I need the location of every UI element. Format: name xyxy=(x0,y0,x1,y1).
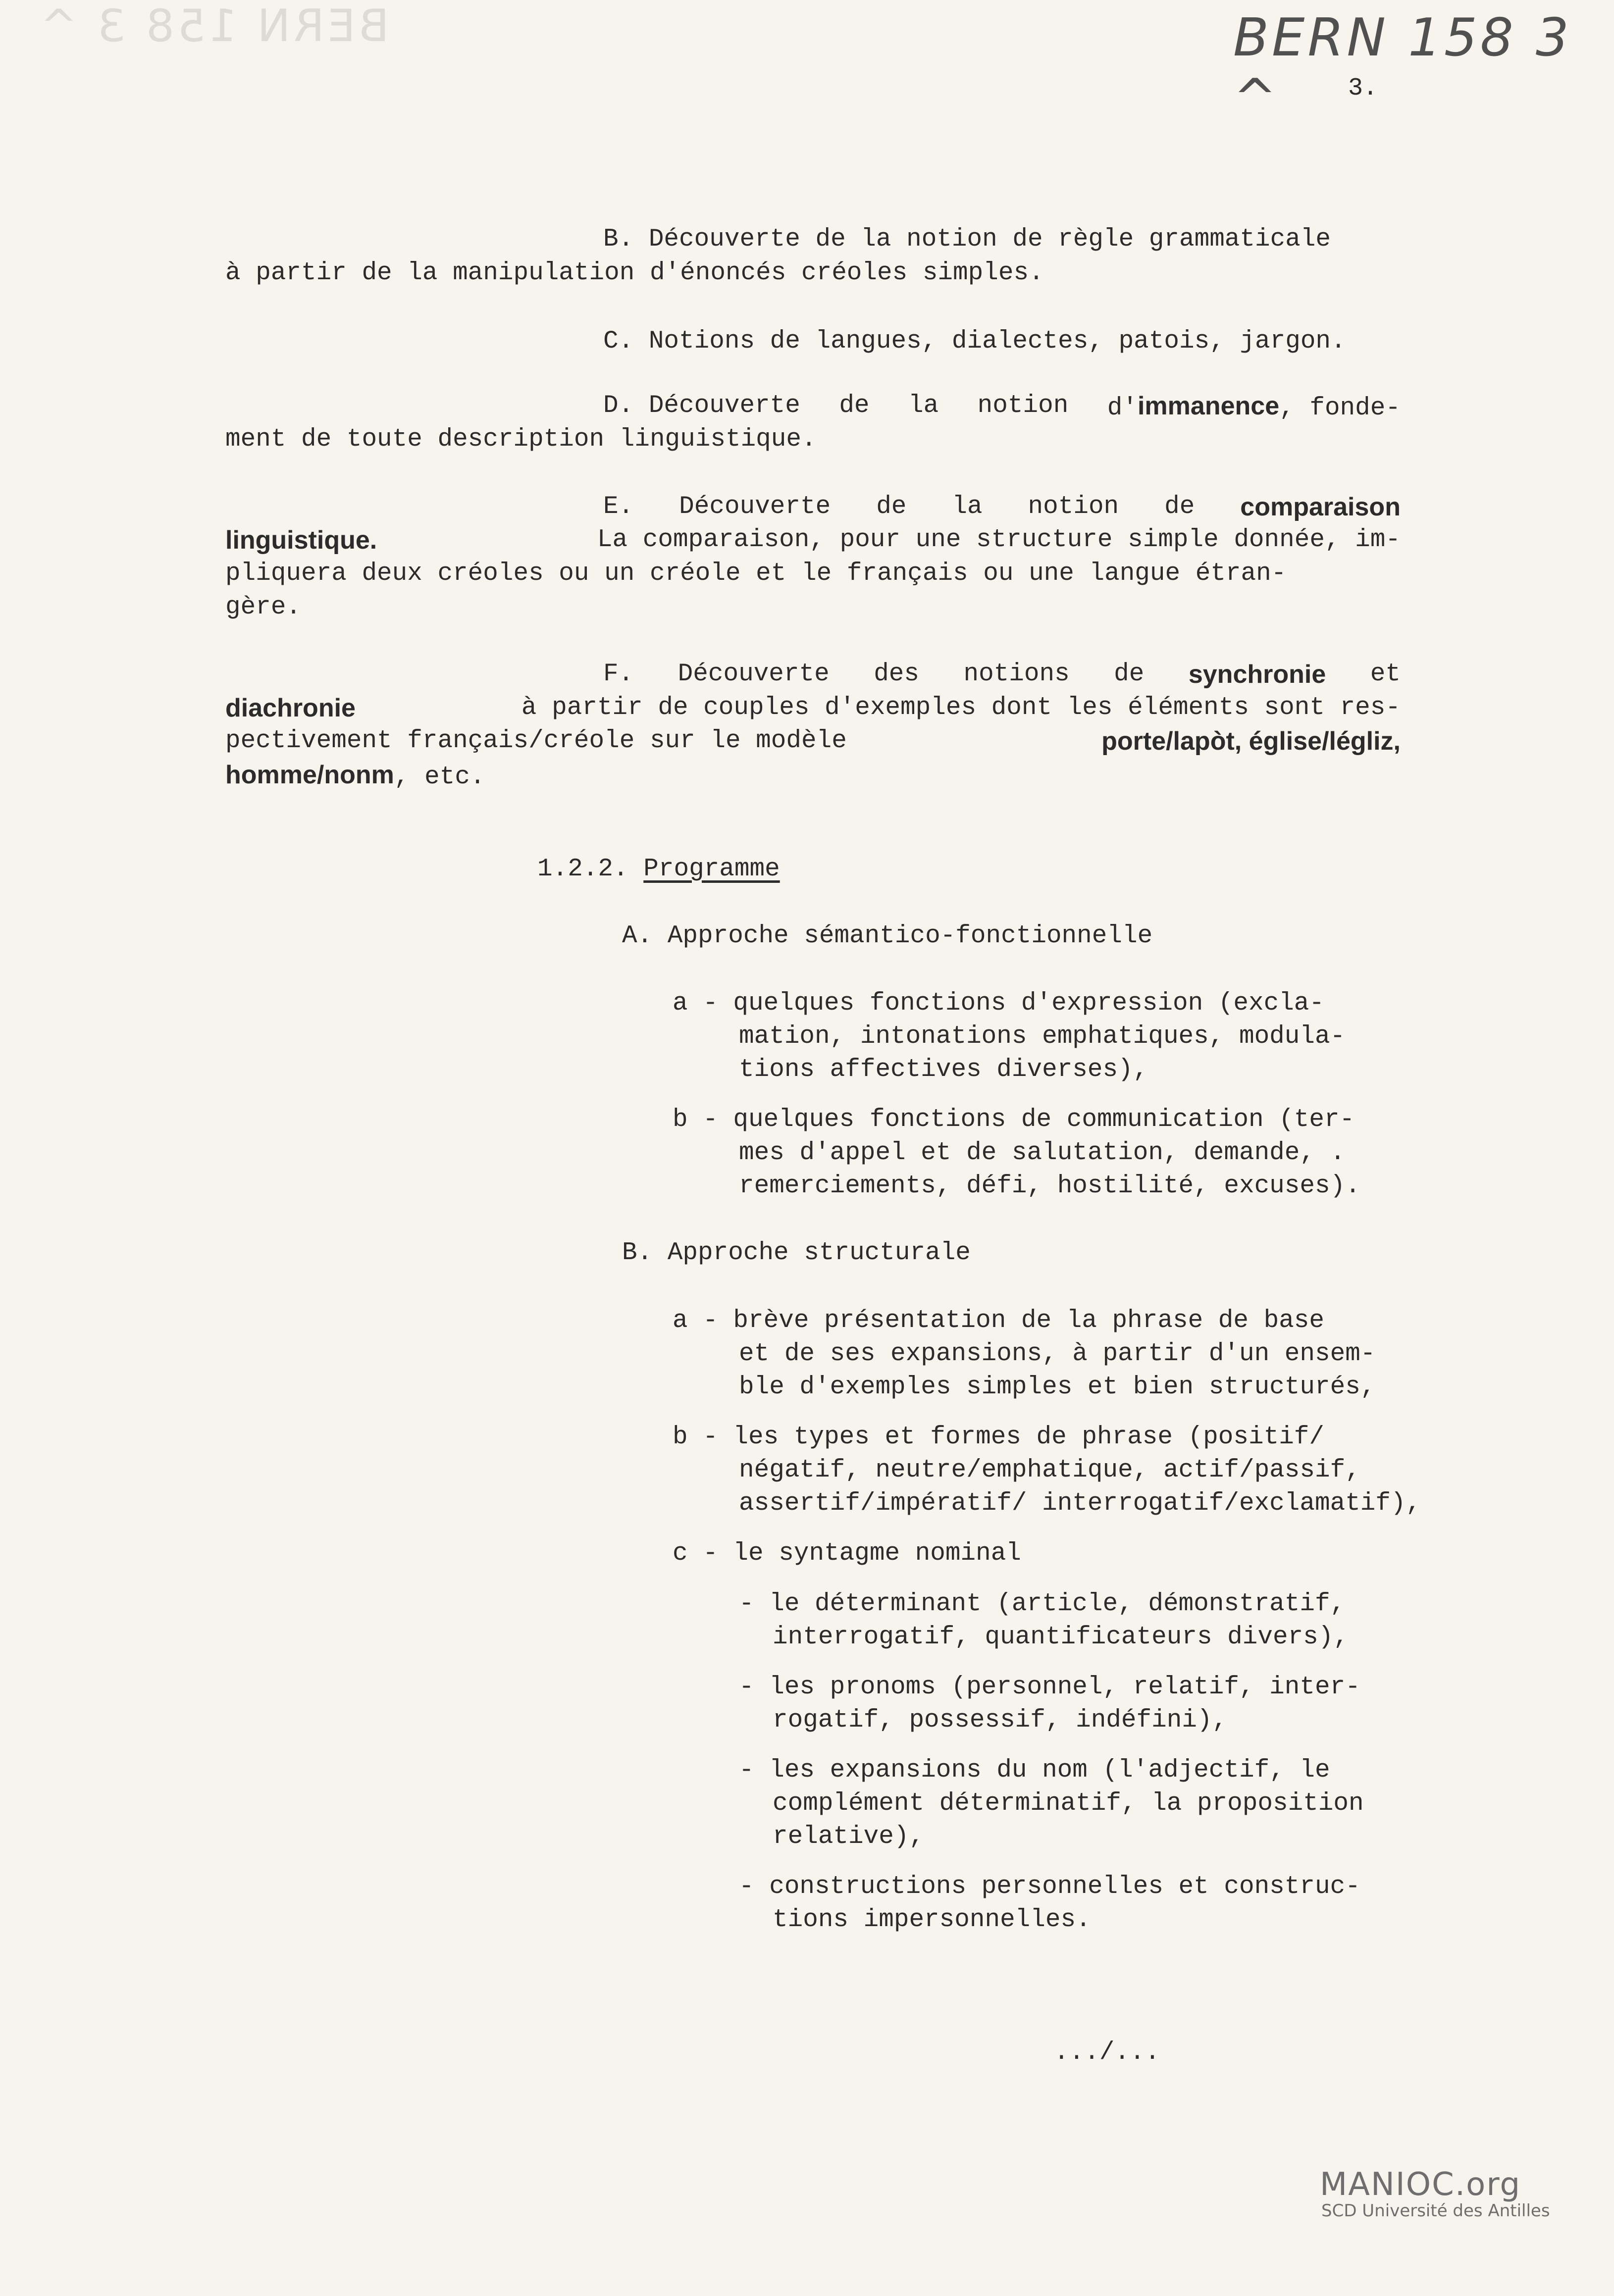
section-f-text: , etc. xyxy=(394,763,485,791)
approach-a-item-b-line-2: mes d'appel et de salutation, demande, . xyxy=(739,1139,1346,1167)
page-number: 3. xyxy=(1348,74,1378,102)
nominal-dash-4-line-1: - constructions personnelles et construc- xyxy=(739,1873,1360,1901)
section-f-line-3 xyxy=(225,728,1401,754)
approach-a-title: A. Approche sémantico-fonctionnelle xyxy=(622,922,1153,950)
approach-b-title: B. Approche structurale xyxy=(622,1239,971,1267)
example-pairs: porte/lapòt, église/légliz, xyxy=(1101,727,1401,756)
section-e-word: la xyxy=(952,493,983,521)
section-b-line-1: B. Découverte de la notion de règle grammaticale xyxy=(603,225,1331,254)
approach-b-item-a-line-3: ble d'exemples simples et bien structurés, xyxy=(739,1373,1376,1401)
section-b-line-2: à partir de la manipulation d'énoncés créoles simples. xyxy=(225,259,1044,287)
approach-b-item-a-line-1: a - brève présentation de la phrase de base xyxy=(673,1307,1325,1335)
example-pair-homme: homme/nonm xyxy=(225,761,394,789)
nominal-dash-2-line-2: rogatif, possessif, indéfini), xyxy=(773,1706,1228,1735)
section-e-word: Découverte xyxy=(679,493,831,521)
section-f-word: et xyxy=(1370,660,1401,688)
programme-number: 1.2.2. xyxy=(537,855,628,883)
approach-a-item-b-line-1: b - quelques fonctions de communication (ter- xyxy=(673,1106,1355,1134)
section-f-text: à partir de couples d'exemples dont les éléments sont res- xyxy=(521,694,1401,722)
term-diachronie: diachronie xyxy=(225,694,356,722)
section-e-text: La comparaison, pour une structure simple donnée, im- xyxy=(597,526,1401,554)
section-f-word: Découverte xyxy=(677,660,830,688)
section-e-line-4: gère. xyxy=(225,593,302,621)
section-e-line-1 xyxy=(603,494,1401,520)
approach-a-item-a-line-1: a - quelques fonctions d'expression (excla- xyxy=(673,989,1325,1018)
section-d-word: notion xyxy=(977,392,1069,420)
section-e-word: de xyxy=(876,493,907,521)
section-c-line-1: C. Notions de langues, dialectes, patois, jargon. xyxy=(603,327,1346,356)
section-f-text: pectivement français/créole sur le modèle xyxy=(225,727,847,755)
section-d-word: d' xyxy=(1107,394,1138,422)
approach-b-item-c: c - le syntagme nominal xyxy=(673,1539,1021,1568)
section-e-line-2 xyxy=(225,527,1401,553)
approach-a-item-a-line-3: tions affectives diverses), xyxy=(739,1056,1148,1084)
section-f-word: F. xyxy=(603,660,634,688)
section-f-line-2 xyxy=(225,695,1401,721)
approach-b-item-b-line-2: négatif, neutre/emphatique, actif/passif, xyxy=(739,1456,1360,1484)
nominal-dash-3-line-3: relative), xyxy=(773,1823,925,1851)
term-comparaison: comparaison xyxy=(1240,493,1401,521)
nominal-dash-4-line-2: tions impersonnelles. xyxy=(773,1906,1091,1934)
section-e-word: de xyxy=(1164,493,1195,521)
section-f-word: notions xyxy=(963,660,1070,688)
manioc-logo: MANIOC.org xyxy=(1320,2166,1521,2203)
approach-b-item-b-line-3: assertif/impératif/ interrogatif/exclamatif), xyxy=(739,1489,1421,1518)
nominal-dash-1-line-2: interrogatif, quantificateurs divers), xyxy=(773,1623,1349,1651)
bleed-through-annotation: BERN 158 3 ^ xyxy=(37,0,389,52)
programme-title: Programme xyxy=(643,855,780,883)
section-d-word: , fonde- xyxy=(1279,394,1401,422)
section-e-word: notion xyxy=(1028,493,1119,521)
handwritten-reference: BERN 158 3 ^ xyxy=(1233,7,1572,128)
section-f-line-4 xyxy=(225,762,485,790)
approach-a-item-b-line-3: remerciements, défi, hostilité, excuses). xyxy=(739,1172,1360,1200)
manioc-subtitle: SCD Université des Antilles xyxy=(1321,2201,1550,2221)
section-f-line-1 xyxy=(603,662,1401,687)
approach-b-item-a-line-2: et de ses expansions, à partir d'un ensem- xyxy=(739,1340,1376,1368)
section-f-word: des xyxy=(874,660,920,688)
nominal-dash-2-line-1: - les pronoms (personnel, relatif, inter- xyxy=(739,1673,1360,1701)
section-d-line-2: ment de toute description linguistique. xyxy=(225,425,817,454)
term-immanence: immanence xyxy=(1137,392,1280,420)
section-e-line-3: pliquera deux créoles ou un créole et le français ou une langue étran- xyxy=(225,560,1287,588)
section-d-word: de xyxy=(839,392,870,420)
nominal-dash-3-line-1: - les expansions du nom (l'adjectif, le xyxy=(739,1756,1330,1785)
programme-heading xyxy=(537,857,780,882)
approach-a-item-a-line-2: mation, intonations emphatiques, modula- xyxy=(739,1022,1346,1051)
section-d-line-1 xyxy=(603,393,1401,421)
section-f-word: de xyxy=(1114,660,1145,688)
section-d-word: D. Découverte xyxy=(603,392,800,420)
term-synchronie: synchronie xyxy=(1188,660,1326,689)
continuation-mark: .../... xyxy=(1054,2039,1160,2067)
section-e-word: E. xyxy=(603,493,634,521)
nominal-dash-3-line-2: complément déterminatif, la proposition xyxy=(773,1789,1364,1818)
section-d-word: la xyxy=(908,392,939,420)
term-linguistique: linguistique. xyxy=(225,526,377,555)
nominal-dash-1-line-1: - le déterminant (article, démonstratif, xyxy=(739,1590,1346,1618)
approach-b-item-b-line-1: b - les types et formes de phrase (positif/ xyxy=(673,1423,1325,1451)
